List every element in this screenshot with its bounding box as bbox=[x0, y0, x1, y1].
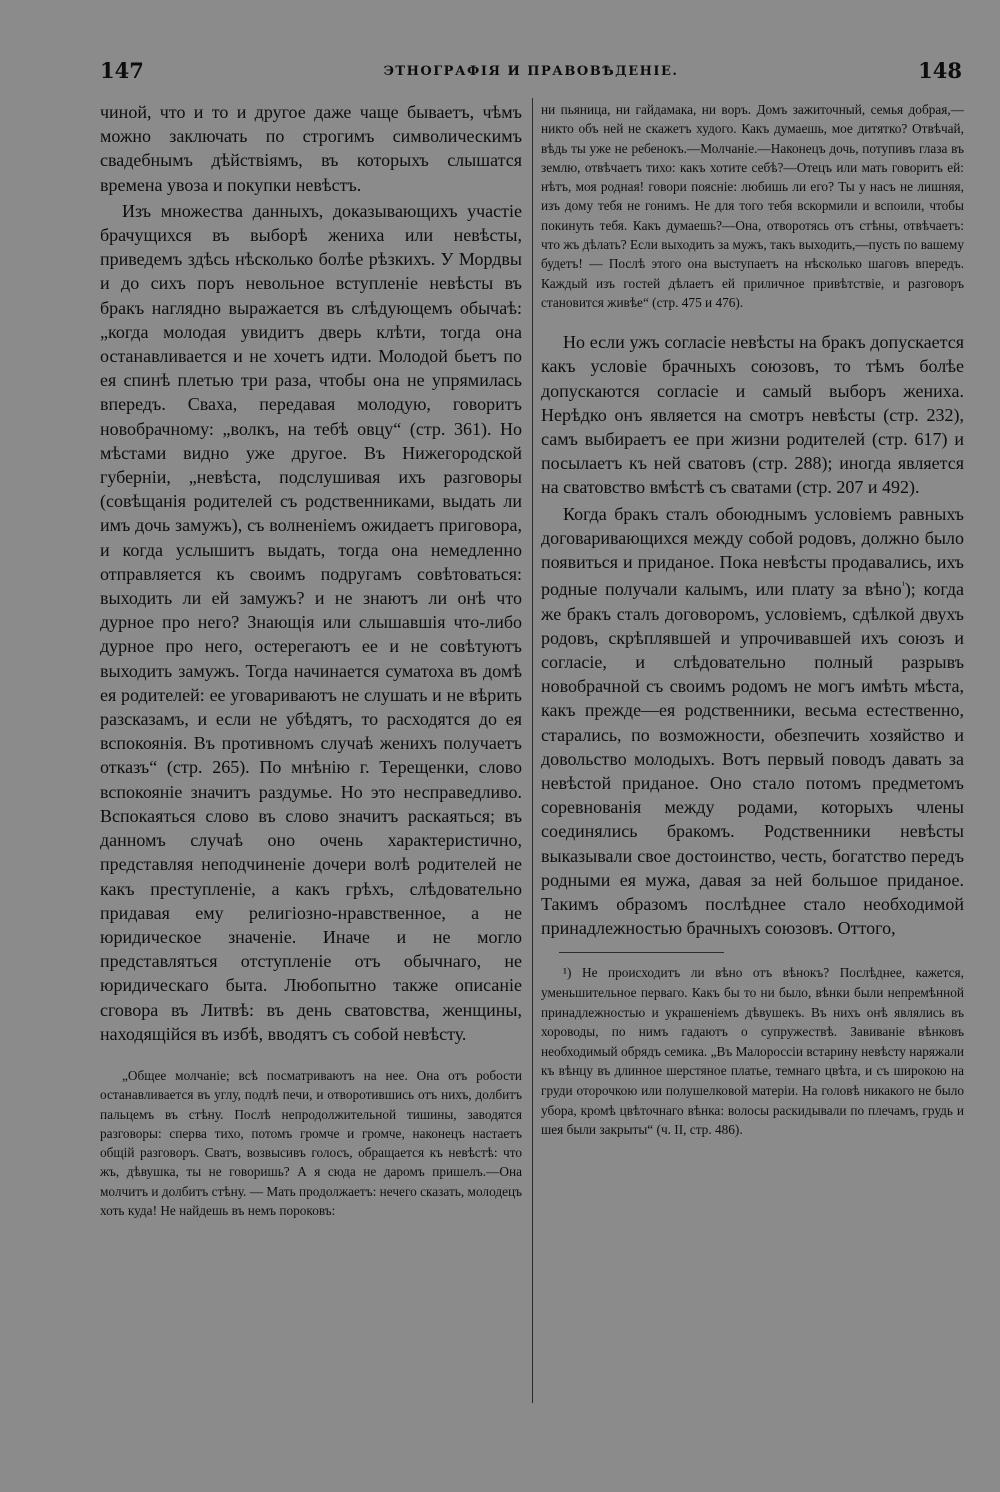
page-number-left: 147 bbox=[100, 58, 144, 83]
paragraph-2-text-after-mark: ); когда же бракъ сталъ договоромъ, условіемъ, сдѣлкой двухъ родовъ, скрѣплявшей и упрочивавшей ихъ союзъ и согласіе, и слѣдовательно полный разрывъ новобрачной съ своимъ родомъ не могъ имѣть мѣста, какъ прежде—ея родственники, весьма естественно, старались, по возможности, обезпечить хозяйство и довольство молодыхъ. Вотъ первый поводъ давать за невѣстой приданое. Оно стало потомъ предметомъ соревнованія между родами, которыхъ члены соединялись бракомъ. Родственники невѣсты выказывали свое достоинство, честь, богатство передъ родными ея мужа, давая за ней большое приданое. Такимъ образомъ послѣднее стало необходимой принадлежностью брачныхъ союзовъ. Оттого, bbox=[541, 579, 964, 939]
left-quote-block: „Общее молчаніе; всѣ посматриваютъ на нее. Она отъ робости останавливается въ углу, подлѣ печи, и отворотившись отъ нихъ, долбитъ пальцемъ въ стѣну. Послѣ непродолжительной тишины, заводятся разговоры: сперва тихо, потомъ громче и громче, наконецъ настаетъ общій разговоръ. Сватъ, возвысивъ голосъ, обращается къ невѣстѣ: что жъ, дѣвушка, ты не говоришь? А я сюда не даромъ пришелъ.—Она молчитъ и долбитъ стѣну. — Мать продолжаетъ: нечего сказать, молодецъ хоть куда! Не найдешь въ немъ пороковъ: bbox=[100, 1067, 522, 1218]
footnote-mark: ¹ bbox=[901, 580, 905, 592]
footnote-rule bbox=[559, 952, 724, 953]
running-title: ЭТНОГРАФІЯ И ПРАВОВѢДЕНІЕ. bbox=[383, 64, 679, 79]
left-column bbox=[100, 100, 522, 1460]
right-quote-continued: ни пьяница, ни гайдамака, ни воръ. Домъ зажиточный, семья добрая,—никто объ ней не скажетъ худого. Какъ думаешь, мое дитятко? Отвѣчай, вѣдь ты уже не ребенокъ.—Молчаніе.—Наконецъ дочь, потупивъ глаза въ землю, отвѣчаетъ тихо: какъ хотите себѣ?—Отецъ или мать говоритъ ей: нѣтъ, моя родная! говори поясніе: любишь ли его? Ты у насъ не лишняя, изъ дому тебя не гонимъ. Не для того тебя вскормили и вспоили, чтобы покинуть тебя. Какъ думаешь?—Она, отворотясь отъ стѣны, отвѣчаетъ: что жъ дѣлать? Если выходить за мужъ, такъ выходить,—пусть по вашему будетъ! — Послѣ этого она выступаетъ на нѣсколько шаговъ впередъ. Каждый изъ гостей дѣлаетъ ей приличное привѣтствіе, и разговоръ становится живѣе“ (стр. 475 и 476). bbox=[541, 102, 964, 310]
footnote: ¹) Не происходитъ ли вѣно отъ вѣнокъ? Послѣднее, кажется, уменьшительное перваго. Какъ бы то ни было, вѣнки были непремѣнной принадлежностью и украшеніемъ дѣвушекъ. Въ нихъ онѣ являлись въ хороводы, по нимъ гадаютъ о супружествѣ. Завиваніе вѣнковъ необходимый обрядъ семика. „Въ Малороссіи встарину невѣсту наряжали къ вѣнцу въ длинное шерстяное платье, темнаго цвѣта, и съ широкою на груди оторочкою или полушелковой матеріи. На головѣ никакого не было убора, кромѣ цвѣточнаго вѣнка: волосы раскидывали по плечамъ, грудь и шея были закрыты“ (ч. II, стр. 486). bbox=[541, 965, 964, 1138]
left-paragraph-1: чиной, что и то и другое даже чаще бываетъ, чѣмъ можно заключать по строгимъ символическимъ свадебнымъ дѣйствіямъ, въ которыхъ слышатся времена увоза и покупки невѣстъ. bbox=[100, 102, 522, 195]
spacer bbox=[541, 312, 964, 330]
paragraph-2-text-before-mark: Когда бракъ сталъ обоюднымъ условіемъ равныхъ договаривающихся между собой родовъ, должно было появиться и приданое. Пока невѣсты продавались, ихъ родные получали калымъ, или плату за вѣно bbox=[541, 503, 964, 600]
page-number-right: 148 bbox=[918, 58, 962, 83]
page-header bbox=[100, 58, 962, 88]
left-paragraph-2: Изъ множества данныхъ, доказывающихъ участіе брачущихся въ выборѣ жениха или невѣсты, приведемъ здѣсь нѣсколько болѣе рѣзкихъ. У Мордвы и до сихъ поръ невольное вступленіе невѣсты въ бракъ наглядно выражается въ слѣдующемъ обычаѣ: „когда молодая увидитъ дверь клѣти, тогда она останавливается и не хочетъ идти. Молодой бьетъ по ея спинѣ плетью три раза, чтобы она не упрямилась впередъ. Сваха, передавая молодую, говоритъ новобрачному: „волкъ, на тебѣ овцу“ (стр. 361). Но мѣстами видно уже другое. Въ Нижегородской губерніи, „невѣста, подслушивая ихъ разговоры (совѣщанія родителей съ родственниками, выдать ли имъ дочь замужъ), съ волненіемъ ожидаетъ приговора, и когда услышитъ выдать, тогда она немедленно отправляется къ своимъ подругамъ совѣтоваться: выходить ли ей замужъ? и не знаютъ ли онѣ что дурное про него? Знающія или слышавшія что-либо дурное про него, остерегаютъ ее и не совѣтуютъ выходить замужъ. Тогда начинается суматоха въ домѣ ея родителей: ее уговариваютъ не слушать и не вѣрить разсказамъ, и если не убѣдятъ, то расходятся до ея вспокоянія. Въ противномъ случаѣ женихъ получаетъ отказъ“ (стр. 265). По мнѣнію г. Терещенки, слово вспокояніе значитъ раздумье. Но это несправедливо. Вспокаяться слово въ слово значитъ раскаяться; въ данномъ случаѣ оно очень характеристично, представляя неподчиненіе дочери волѣ родителей не какъ преступленіе, а какъ грѣхъ, слѣдовательно придавая ему религіозно-нравственное, а не юридическое значеніе. Иначе и не могло представляться отступленіе отъ обычнаго, не юридическаго быта. Любопытно также описаніе сговора въ Литвѣ: въ день сватовства, женщины, находящійся въ избѣ, вводятъ съ собой невѣсту. bbox=[100, 200, 522, 1044]
column-divider bbox=[532, 98, 533, 1403]
right-paragraph-2 bbox=[541, 502, 964, 941]
spacer bbox=[100, 1048, 522, 1066]
right-column bbox=[541, 100, 964, 1460]
right-paragraph-1: Но если ужъ согласіе невѣсты на бракъ допускается какъ условіе брачныхъ союзовъ, то тѣмъ болѣе допускаются согласіе и самый выборъ жениха. Нерѣдко онъ является на смотръ невѣсты (стр. 232), самъ выбираетъ ее при жизни родителей (стр. 617) и посылаетъ къ ней сватовъ (стр. 288); иногда является на сватовство вмѣстѣ съ сватами (стр. 207 и 492). bbox=[541, 332, 964, 498]
